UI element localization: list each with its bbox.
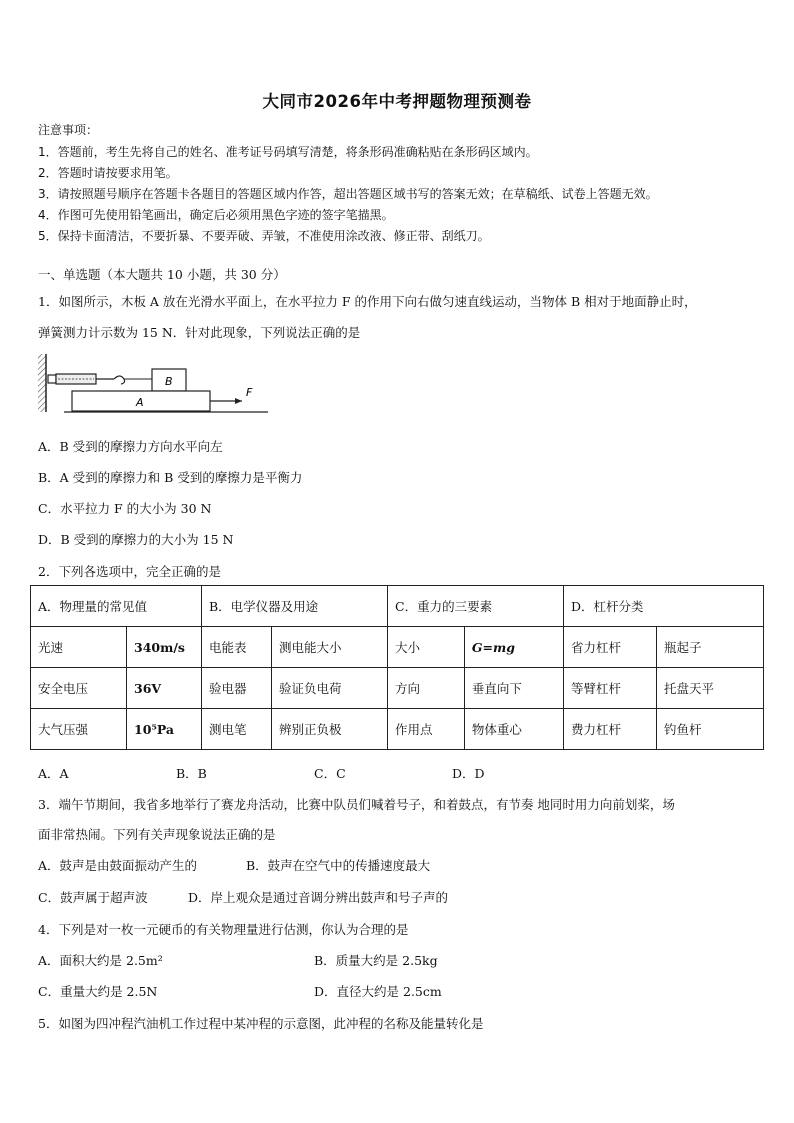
question-4-stem: 4．下列是对一枚一元硬币的有关物理量进行估测，你认为合理的是 [38,922,409,937]
spring-scale-icon [48,374,152,384]
wall-icon [38,354,46,412]
table-cell: 作用点 [388,709,465,750]
question-3-option-d: D．岸上观众是通过音调分辨出鼓声和号子声的 [188,890,449,905]
board-a-label: A [136,396,144,409]
block-b-label: B [165,375,173,388]
question-5-stem: 5．如图为四冲程汽油机工作过程中某冲程的示意图，此冲程的名称及能量转化是 [38,1016,484,1031]
question-1-stem-line2: 弹簧测力计示数为 15 N．针对此现象，下列说法正确的是 [38,325,361,340]
question-3-option-b: B．鼓声在空气中的传播速度最大 [246,858,431,873]
question-4-option-d: D．直径大约是 2.5cm [314,984,442,999]
notice-item: 4．作图可先使用铅笔画出，确定后必须用黑色字迹的签字笔描黑。 [38,208,394,222]
table-row [31,709,764,750]
question-2-choice-c: C．C [314,766,346,781]
question-1-option-a: A．B 受到的摩擦力方向水平向左 [38,439,223,454]
force-label: F [246,386,253,399]
notice-item: 3．请按照题号顺序在答题卡各题目的答题区域内作答，超出答题区域书写的答案无效；在草稿纸、试卷上答题无效。 [38,187,658,201]
question-4-option-c: C．重量大约是 2.5N [38,984,158,999]
table-cell: 测电能大小 [272,627,388,668]
question-2-choice-b: B．B [176,766,207,781]
section-heading: 一、单选题（本大题共 10 小题，共 30 分） [38,267,286,282]
question-1-diagram [38,352,270,414]
question-2-choice-d: D．D [452,766,485,781]
table-cell: 费力杠杆 [564,709,657,750]
table-cell: 大小 [388,627,465,668]
question-2-table [30,585,764,750]
table-header-cell: C．重力的三要素 [388,586,564,627]
notice-heading: 注意事项： [38,123,99,137]
table-cell: 方向 [388,668,465,709]
question-2-stem: 2．下列各选项中，完全正确的是 [38,564,221,579]
table-header-cell: D．杠杆分类 [564,586,764,627]
table-cell: 省力杠杆 [564,627,657,668]
table-cell: 垂直向下 [464,668,563,709]
table-row [31,627,764,668]
question-1-option-d: D．B 受到的摩擦力的大小为 15 N [38,532,234,547]
question-1-stem-line1: 1．如图所示，木板 A 放在光滑水平面上，在水平拉力 F 的作用下向右做匀速直线运动，当物体 B 相对于地面静止时， [38,294,697,309]
question-3-option-a: A．鼓声是由鼓面振动产生的 [38,858,198,873]
table-cell: 大气压强 [31,709,127,750]
table-cell: 钓鱼杆 [657,709,764,750]
table-header-cell: A．物理量的常见值 [31,586,202,627]
question-3-option-c: C．鼓声属于超声波 [38,890,148,905]
table-cell: 瓶起子 [657,627,764,668]
question-4-option-a: A．面积大约是 2.5m² [38,953,163,968]
page-title: 大同市2026年中考押题物理预测卷 [262,92,532,111]
table-cell: 光速 [31,627,127,668]
notice-item: 5．保持卡面清洁，不要折暴、不要弄破、弄皱，不准使用涂改液、修正带、刮纸刀。 [38,229,490,243]
table-cell: 测电笔 [202,709,272,750]
table-row [31,668,764,709]
table-cell: 340m/s [127,627,202,668]
question-1-option-b: B．A 受到的摩擦力和 B 受到的摩擦力是平衡力 [38,470,303,485]
question-4-option-b: B．质量大约是 2.5kg [314,953,438,968]
table-cell: 物体重心 [464,709,563,750]
table-cell: 10⁵Pa [127,709,202,750]
table-cell: 验电器 [202,668,272,709]
question-3-stem-line1: 3．端午节期间，我省多地举行了赛龙舟活动，比赛中队员们喊着号子，和着鼓点，有节奏 地同时用力向前划桨，场 [38,797,675,812]
notice-item: 1．答题前，考生先将自己的姓名、准考证号码填写清楚，将条形码准确粘贴在条形码区域内。 [38,145,538,159]
table-cell: 电能表 [202,627,272,668]
table-cell: G=mg [464,627,563,668]
table-cell: 安全电压 [31,668,127,709]
table-cell: 验证负电荷 [272,668,388,709]
table-cell: 等臂杠杆 [564,668,657,709]
table-header-cell: B．电学仪器及用途 [202,586,388,627]
table-cell: 托盘天平 [657,668,764,709]
notice-item: 2．答题时请按要求用笔。 [38,166,178,180]
table-cell: 辨别正负极 [272,709,388,750]
question-2-choice-a: A．A [38,766,69,781]
question-1-option-c: C．水平拉力 F 的大小为 30 N [38,501,212,516]
table-cell: 36V [127,668,202,709]
table-header-row [31,586,764,627]
question-3-stem-line2: 面非常热闹。下列有关声现象说法正确的是 [38,827,276,842]
